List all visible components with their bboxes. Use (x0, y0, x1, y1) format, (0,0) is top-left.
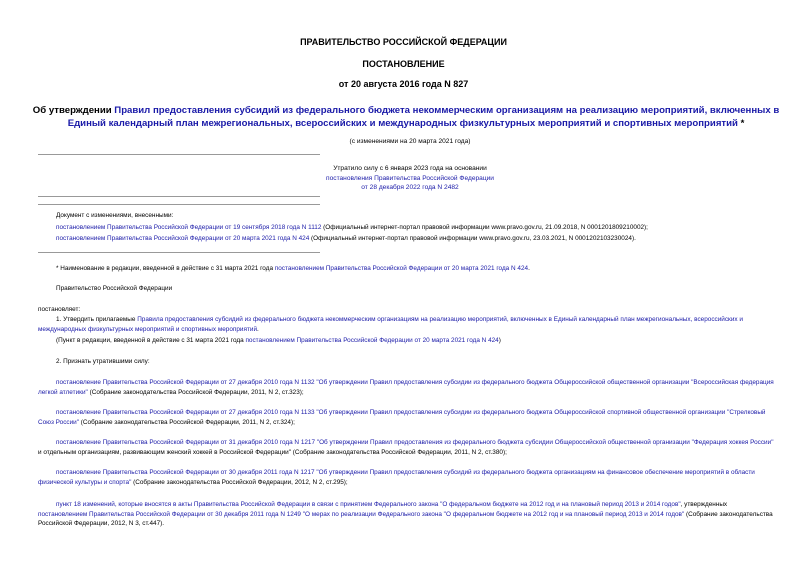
revoked-source: (Собрание законодательства Российской Федерации, 2012, N 2, ст.295); (131, 478, 348, 486)
revoked-item (38, 408, 778, 427)
amendment-link[interactable]: постановлением Правительства Российской Федерации от 19 сентября 2018 года N 1112 (56, 223, 322, 231)
expiry-notice (300, 164, 520, 193)
changes-item-18-link[interactable]: пункт 18 изменений, которые вносятся в акты Правительства Российской Федерации в связи с принятием Федерального закона "О федеральном бюджете на 2012 год и на плановый период 2013 и 2014 годов" (56, 501, 681, 508)
revoked-decree-link[interactable]: постановление Правительства Российской Федерации от 27 декабря 2010 года N 1132 "Об утверждении Правил предоставления субсидии из федерального бюджета Общероссийской общественной организации "Всероссийская федерация легкой атлетики" (38, 379, 774, 396)
revoked-decree-link[interactable]: постановление Правительства Российской Федерации от 31 декабря 2010 года N 1217 "Об утверждении Правил предоставления из федерального бюджета субсидии Общероссийской общественной организации "Федерация хоккея России" (56, 439, 774, 446)
p18-mid: , утвержденных (680, 501, 728, 508)
amendment-item (56, 234, 776, 244)
expiry-decree-link[interactable]: постановления Правительства Российской Федерации (326, 174, 494, 182)
separator-line (38, 204, 320, 205)
p1-suffix: . (257, 325, 259, 333)
government-name: ПРАВИТЕЛЬСТВО РОССИЙСКОЙ ФЕДЕРАЦИИ (300, 37, 507, 47)
revoked-source: (Собрание законодательства Российской Федерации, 2011, N 2, ст.323); (87, 388, 304, 396)
paragraph-1-note (56, 336, 776, 346)
paragraph-2: 2. Признать утратившими силу: (56, 358, 150, 365)
amendments-block (56, 211, 776, 244)
footnote-link[interactable]: постановлением Правительства Российской Федерации от 20 марта 2021 года N 424 (274, 265, 529, 272)
p1-note-prefix: (Пункт в редакции, введенной в действие с 31 марта 2021 года (56, 337, 246, 344)
amendment-source: (Официальный интернет-портал правовой информации www.pravo.gov.ru, 21.09.2018, N 0001201809210002); (321, 223, 648, 231)
revoked-source: (Собрание законодательства Российской Федерации, 2011, N 2, ст.324); (79, 418, 295, 426)
title-suffix: * (737, 118, 745, 129)
footnote-end: . (528, 265, 530, 272)
separator-line (38, 196, 320, 197)
revoked-item (38, 438, 778, 457)
title-footnote (56, 264, 776, 274)
decrees-word: постановляет: (38, 306, 81, 313)
amendment-item (56, 223, 776, 233)
separator-line (38, 252, 320, 253)
p1-note-suffix: ) (498, 337, 501, 344)
changes-note: (с изменениями на 20 марта 2021 года) (349, 138, 471, 145)
expiry-line-1: Утратило силу с 6 января 2023 года на основании (333, 165, 487, 172)
revoked-item (38, 378, 778, 397)
document-type: ПОСТАНОВЛЕНИЕ (362, 59, 445, 69)
p1-rules-link[interactable]: Правила предоставления субсидий из федерального бюджета некоммерческим организациям на реализацию мероприятий, включенных в Единый календарный план межрегиональных, всероссийских и международных физкультурных мероприятий и спортивных мероприятий (38, 316, 743, 333)
expiry-decree-date-link[interactable]: от 28 декабря 2022 года N 2482 (361, 184, 459, 192)
date-number: от 20 августа 2016 года N 827 (338, 79, 469, 89)
footnote-text: * Наименование в редакции, введенной в действие с 31 марта 2021 года (56, 265, 275, 272)
separator-line (38, 154, 320, 155)
title-prefix: Об утверждении (32, 105, 115, 116)
revoked-source: и отдельным организациям, развивающим женский хоккей в Российской Федерации" (Собрание законодательства Российской Федерации, 2011, N 2, ст.380); (38, 448, 507, 456)
revoked-item-p18 (38, 500, 778, 529)
title-rules-link[interactable]: Правил предоставления субсидий из федерального бюджета некоммерческим организациям на реализацию мероприятий, включенных в Единый календарный план межрегиональных, всероссийских и международных физкультурных мероприятий и спортивных мероприятий (67, 105, 780, 129)
p1-prefix: 1. Утвердить прилагаемые (56, 316, 138, 323)
amendment-link[interactable]: постановлением Правительства Российской Федерации от 20 марта 2021 года N 424 (56, 235, 310, 243)
document-title (32, 104, 780, 130)
amendments-intro: Документ с изменениями, внесенными: (56, 212, 174, 219)
paragraph-1 (38, 315, 778, 334)
revoked-decree-link[interactable]: постановление Правительства Российской Федерации от 30 декабря 2011 года N 1217 "Об утверждении Правил предоставления субсидий из федерального бюджета организациям на финансовое обеспечение мероприятий в области физической культуры и спорта" (38, 469, 755, 486)
revoked-item (38, 468, 778, 487)
revoked-decree-link[interactable]: постановление Правительства Российской Федерации от 27 декабря 2010 года N 1133 "Об утверждении Правил предоставления субсидии из федерального бюджета Общероссийской спортивной общественной организации "Стрелковый Союз России" (38, 409, 766, 426)
decree-1249-link[interactable]: постановлением Правительства Российской Федерации от 30 декабря 2011 года N 1249 "О мерах по реализации Федерального закона "О федеральном бюджете на 2012 год и на плановый период 2013 и 2014 годов" (38, 510, 685, 518)
amendment-source: (Официальный интернет-портал правовой информации www.pravo.gov.ru, 23.03.2021, N 0001202103230024). (309, 235, 636, 243)
government-line: Правительство Российской Федерации (56, 285, 173, 292)
p1-note-link[interactable]: постановлением Правительства Российской Федерации от 20 марта 2021 года N 424 (245, 337, 499, 344)
p18-source: (Собрание законодательства Российской Федерации, 2012, N 3, ст.447). (38, 510, 773, 528)
